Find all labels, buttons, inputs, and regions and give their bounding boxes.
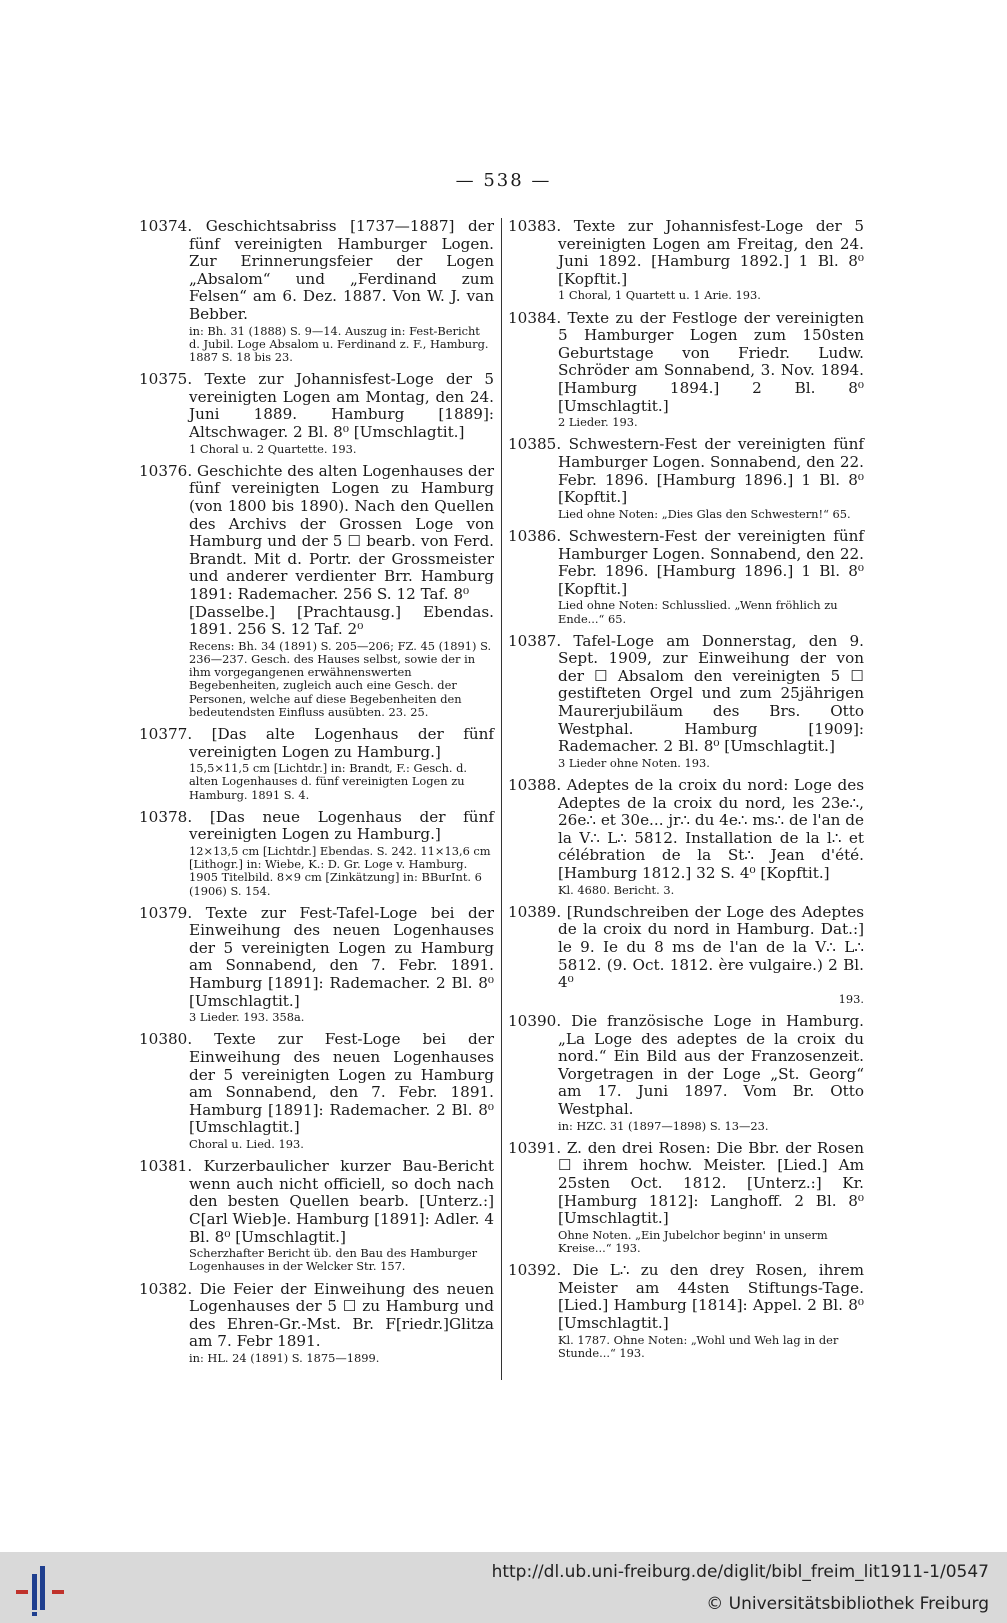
entry-10381 [139,1158,494,1273]
entry-note: Scherzhafter Bericht üb. den Bau des Hamburger Logenhauses in der Welcker Str. 157. [189,1246,478,1274]
entry-number: 10375. [139,370,193,389]
entry-number: 10380. [139,1030,193,1049]
entry-10388 [508,777,864,897]
entry-10384 [508,310,864,430]
entry-10385 [508,436,864,521]
entry-text-variant: [Dasselbe.] [Prachtausg.] Ebendas. 1891. 256 S. 12 Taf. 2⁰ [189,602,494,639]
entry-number: 10378. [139,807,193,826]
entry-note: in: HZC. 31 (1897—1898) S. 13—23. [558,1118,769,1133]
entry-number: 10384. [508,308,562,327]
column-divider [501,218,502,1380]
entry-number: 10382. [139,1279,193,1298]
entry-note: Kl. 1787. Ohne Noten: „Wohl und Weh lag in der Stunde...“ 193. [558,1332,839,1360]
entry-text: Z. den drei Rosen: Die Bbr. der Rosen ☐ ihrem hochw. Meister. [Lied.] Am 25sten Oct. 1812. [Unterz.:] Kr. [Hamburg 1812]: Langhoff. 2 Bl. 8⁰ [Umschlagtit.] [558,1138,865,1228]
entry-number: 10387. [508,631,562,650]
copyright-text: © Universitätsbibliothek Freiburg [706,1594,989,1614]
entry-text: Die L∴ zu den drey Rosen, ihrem Meister am 44sten Stiftungs-Tage. [Lied.] Hamburg [1814]: Appel. 2 Bl. 8⁰ [Umschlagtit.] [558,1261,865,1332]
entry-10386 [508,528,864,626]
entry-number: 10379. [139,903,193,922]
entry-text: Die Feier der Einweihung des neuen Logenhauses der 5 ☐ zu Hamburg und des Ehren-Gr.-Mst. Br. F[riedr.]Glitza am 7. Febr 1891. [189,1279,494,1351]
document-url-link[interactable]: http://dl.ub.uni-freiburg.de/diglit/bibl_freim_lit1911-1/0547 [491,1562,989,1582]
entry-10382 [139,1281,494,1366]
entry-note: 1 Choral u. 2 Quartette. 193. [189,441,357,456]
entry-text: Geschichte des alten Logenhauses der fünf vereinigten Logen zu Hamburg (von 1800 bis 1890). Nach den Quellen des Archivs der Grossen Loge von Hamburg und der 5 ☐ bearb. von Ferd. Brandt. Mit d. Portr. der Grossmeister und anderer verdienter Brr. Hamburg 1891: Rademacher. 256 S. 12 Taf. 8⁰ [189,461,495,603]
entry-text: Adeptes de la croix du nord: Loge des Adeptes de la croix du nord, les 23e∴, 26e∴ et 30e... jr∴ du 4e∴ ms∴ de l'an de la V∴ L∴ 5812. Installation de la l∴ et célébration de la St∴ Jean d'été. [Hamburg 1812.] 32 S. 4⁰ [Kopftit.] [558,776,864,883]
entry-number: 10377. [139,724,193,743]
entry-note: Lied ohne Noten: „Dies Glas den Schwestern!“ 65. [558,506,851,521]
entry-text: Texte zu der Festloge der vereinigten 5 Hamburger Logen zum 150sten Geburtstage von Friedr. Ludw. Schröder am Sonnabend, 3. Nov. 1894. [Hamburg 1894.] 2 Bl. 8⁰ [Umschlagtit.] [558,308,864,415]
entry-10375 [139,371,494,456]
entry-number: 10386. [508,526,562,545]
entry-note: Kl. 4680. Bericht. 3. [558,882,675,897]
entry-number: 10374. [139,217,193,235]
entry-number: 10392. [508,1261,562,1280]
entry-number: 10390. [508,1012,562,1030]
entry-10392 [508,1262,864,1360]
entry-text: [Rundschreiben der Loge des Adeptes de la croix du nord in Hamburg. Dat.:] le 9. Ie du 8 ms de l'an de la V∴ L∴ 5812. (9. Oct. 1812. ère vulgaire.) 2 Bl. 4⁰ [558,902,864,992]
entry-note: 12×13,5 cm [Lichtdr.] Ebendas. S. 242. 11×13,6 cm [Lithogr.] in: Wiebe, K.: D. Gr. Loge v. Hamburg. 1905 Titelbild. 8×9 cm [Zinkätzung] in: BBurInt. 6 (1906) S. 154. [189,843,491,898]
entry-text: Texte zur Fest-Tafel-Loge bei der Einweihung des neuen Logenhauses der 5 vereinigten Logen zu Hamburg am Sonnabend, den 7. Febr. 1891. Hamburg [1891]: Rademacher. 2 Bl. 8⁰ [Umschlagtit.] [189,903,494,1010]
entry-note: Recens: Bh. 34 (1891) S. 205—206; FZ. 45 (1891) S. 236—237. Gesch. des Hauses selbst, sowie der in ihm vorgegangenen erwähnenswerten Begebenheiten, zugleich auch eine Gesch. der Personen, welche auf diese Begebenheiten den bedeutendsten Einfluss ausübten. 23. 25. [189,638,492,719]
entry-note: 1 Choral, 1 Quartett u. 1 Arie. 193. [558,288,761,303]
entry-text: Texte zur Johannisfest-Loge der 5 vereinigten Logen am Montag, den 24. Juni 1889. Hamburg [1889]: Altschwager. 2 Bl. 8⁰ [Umschlagtit.] [189,370,494,441]
page-number: — 538 — [455,170,552,191]
right-column [508,218,864,1367]
entry-note: 193. [838,991,864,1006]
entry-text: Schwestern-Fest der vereinigten fünf Hamburger Logen. Sonnabend, den 22. Febr. 1896. [Hamburg 1896.] 1 Bl. 8⁰ [Kopftit.] [558,526,865,598]
entry-10377 [139,726,494,802]
entry-10387 [508,633,864,770]
entry-text: Die französische Loge in Hamburg. „La Loge des adeptes de la croix du nord.“ Ein Bild aus der Franzosenzeit. Vorgetragen in der Loge „St. Georg“ am 17. Juni 1897. Vom Br. Otto Westphal. [558,1012,865,1118]
entry-note: in: HL. 24 (1891) S. 1875—1899. [189,1350,380,1365]
entry-note: 2 Lieder. 193. [558,415,638,430]
entry-text: Texte zur Johannisfest-Loge der 5 vereinigten Logen am Freitag, den 24. Juni 1892. [Hamburg 1892.] 1 Bl. 8⁰ [Kopftit.] [558,217,864,288]
entry-number: 10385. [508,435,562,454]
entry-10379 [139,905,494,1025]
entry-number: 10376. [139,461,193,480]
entry-note: Ohne Noten. „Ein Jubelchor beginn' in unserm Kreise...“ 193. [558,1227,828,1255]
library-logo-icon [12,1560,68,1616]
entry-10389 [508,904,864,1006]
entry-text: Tafel-Loge am Donnerstag, den 9. Sept. 1909, zur Einweihung der von der ☐ Absalom den vereinigten 5 ☐ gestifteten Orgel und zum 25jährigen Maurerjubiläum des Brs. Otto Westphal. Hamburg [1909]: Rademacher. 2 Bl. 8⁰ [Umschlagtit.] [558,631,864,756]
entry-note: 3 Lieder. 193. 358a. [189,1010,305,1025]
entry-note: 15,5×11,5 cm [Lichtdr.] in: Brandt, F.: Gesch. d. alten Logenhauses d. fünf vereinigten Logen zu Hamburg. 1891 S. 4. [189,761,468,802]
entry-10374 [139,218,494,364]
entry-text: [Das neue Logenhaus der fünf vereinigten Logen zu Hamburg.] [189,807,494,844]
left-column [139,218,494,1372]
entry-number: 10391. [508,1138,562,1157]
footer-bar [0,1552,1007,1623]
entry-10380 [139,1031,494,1151]
entry-note: Lied ohne Noten: Schlusslied. „Wenn fröhlich zu Ende...“ 65. [558,598,838,626]
entry-text: Kurzerbaulicher kurzer Bau-Bericht wenn auch nicht officiell, so doch nach den besten Quellen bearb. [Unterz.:] C[arl Wieb]e. Hamburg [1891]: Adler. 4 Bl. 8⁰ [Umschlagtit.] [189,1157,494,1246]
entry-note: in: Bh. 31 (1888) S. 9—14. Auszug in: Fest-Bericht d. Jubil. Loge Absalom u. Ferdinand z. F., Hamburg. 1887 S. 18 bis 23. [189,323,489,364]
entry-10378 [139,809,494,898]
entry-number: 10388. [508,776,562,795]
entry-10390 [508,1013,864,1133]
entry-text: [Das alte Logenhaus der fünf vereinigten Logen zu Hamburg.] [189,724,495,761]
entry-note: 3 Lieder ohne Noten. 193. [558,755,710,770]
entry-number: 10383. [508,217,562,235]
entry-text: Texte zur Fest-Loge bei der Einweihung des neuen Logenhauses der 5 vereinigten Logen zu Hamburg am Sonnabend, den 7. Febr. 1891. Hamburg [1891]: Rademacher. 2 Bl. 8⁰ [Umschlagtit.] [189,1030,494,1137]
entry-text: Geschichtsabriss [1737—1887] der fünf vereinigten Hamburger Logen. Zur Erinnerungsfeier der Logen „Absalom“ und „Ferdinand zum Felsen“ am 6. Dez. 1887. Von W. J. van Bebber. [189,217,494,323]
entry-number: 10381. [139,1157,193,1176]
entry-text: Schwestern-Fest der vereinigten fünf Hamburger Logen. Sonnabend, den 22. Febr. 1896. [Hamburg 1896.] 1 Bl. 8⁰ [Kopftit.] [558,435,865,507]
entry-note: Choral u. Lied. 193. [189,1137,304,1152]
entry-10376 [139,463,494,719]
entry-10383 [508,218,864,303]
entry-number: 10389. [508,902,562,921]
entry-10391 [508,1140,864,1255]
